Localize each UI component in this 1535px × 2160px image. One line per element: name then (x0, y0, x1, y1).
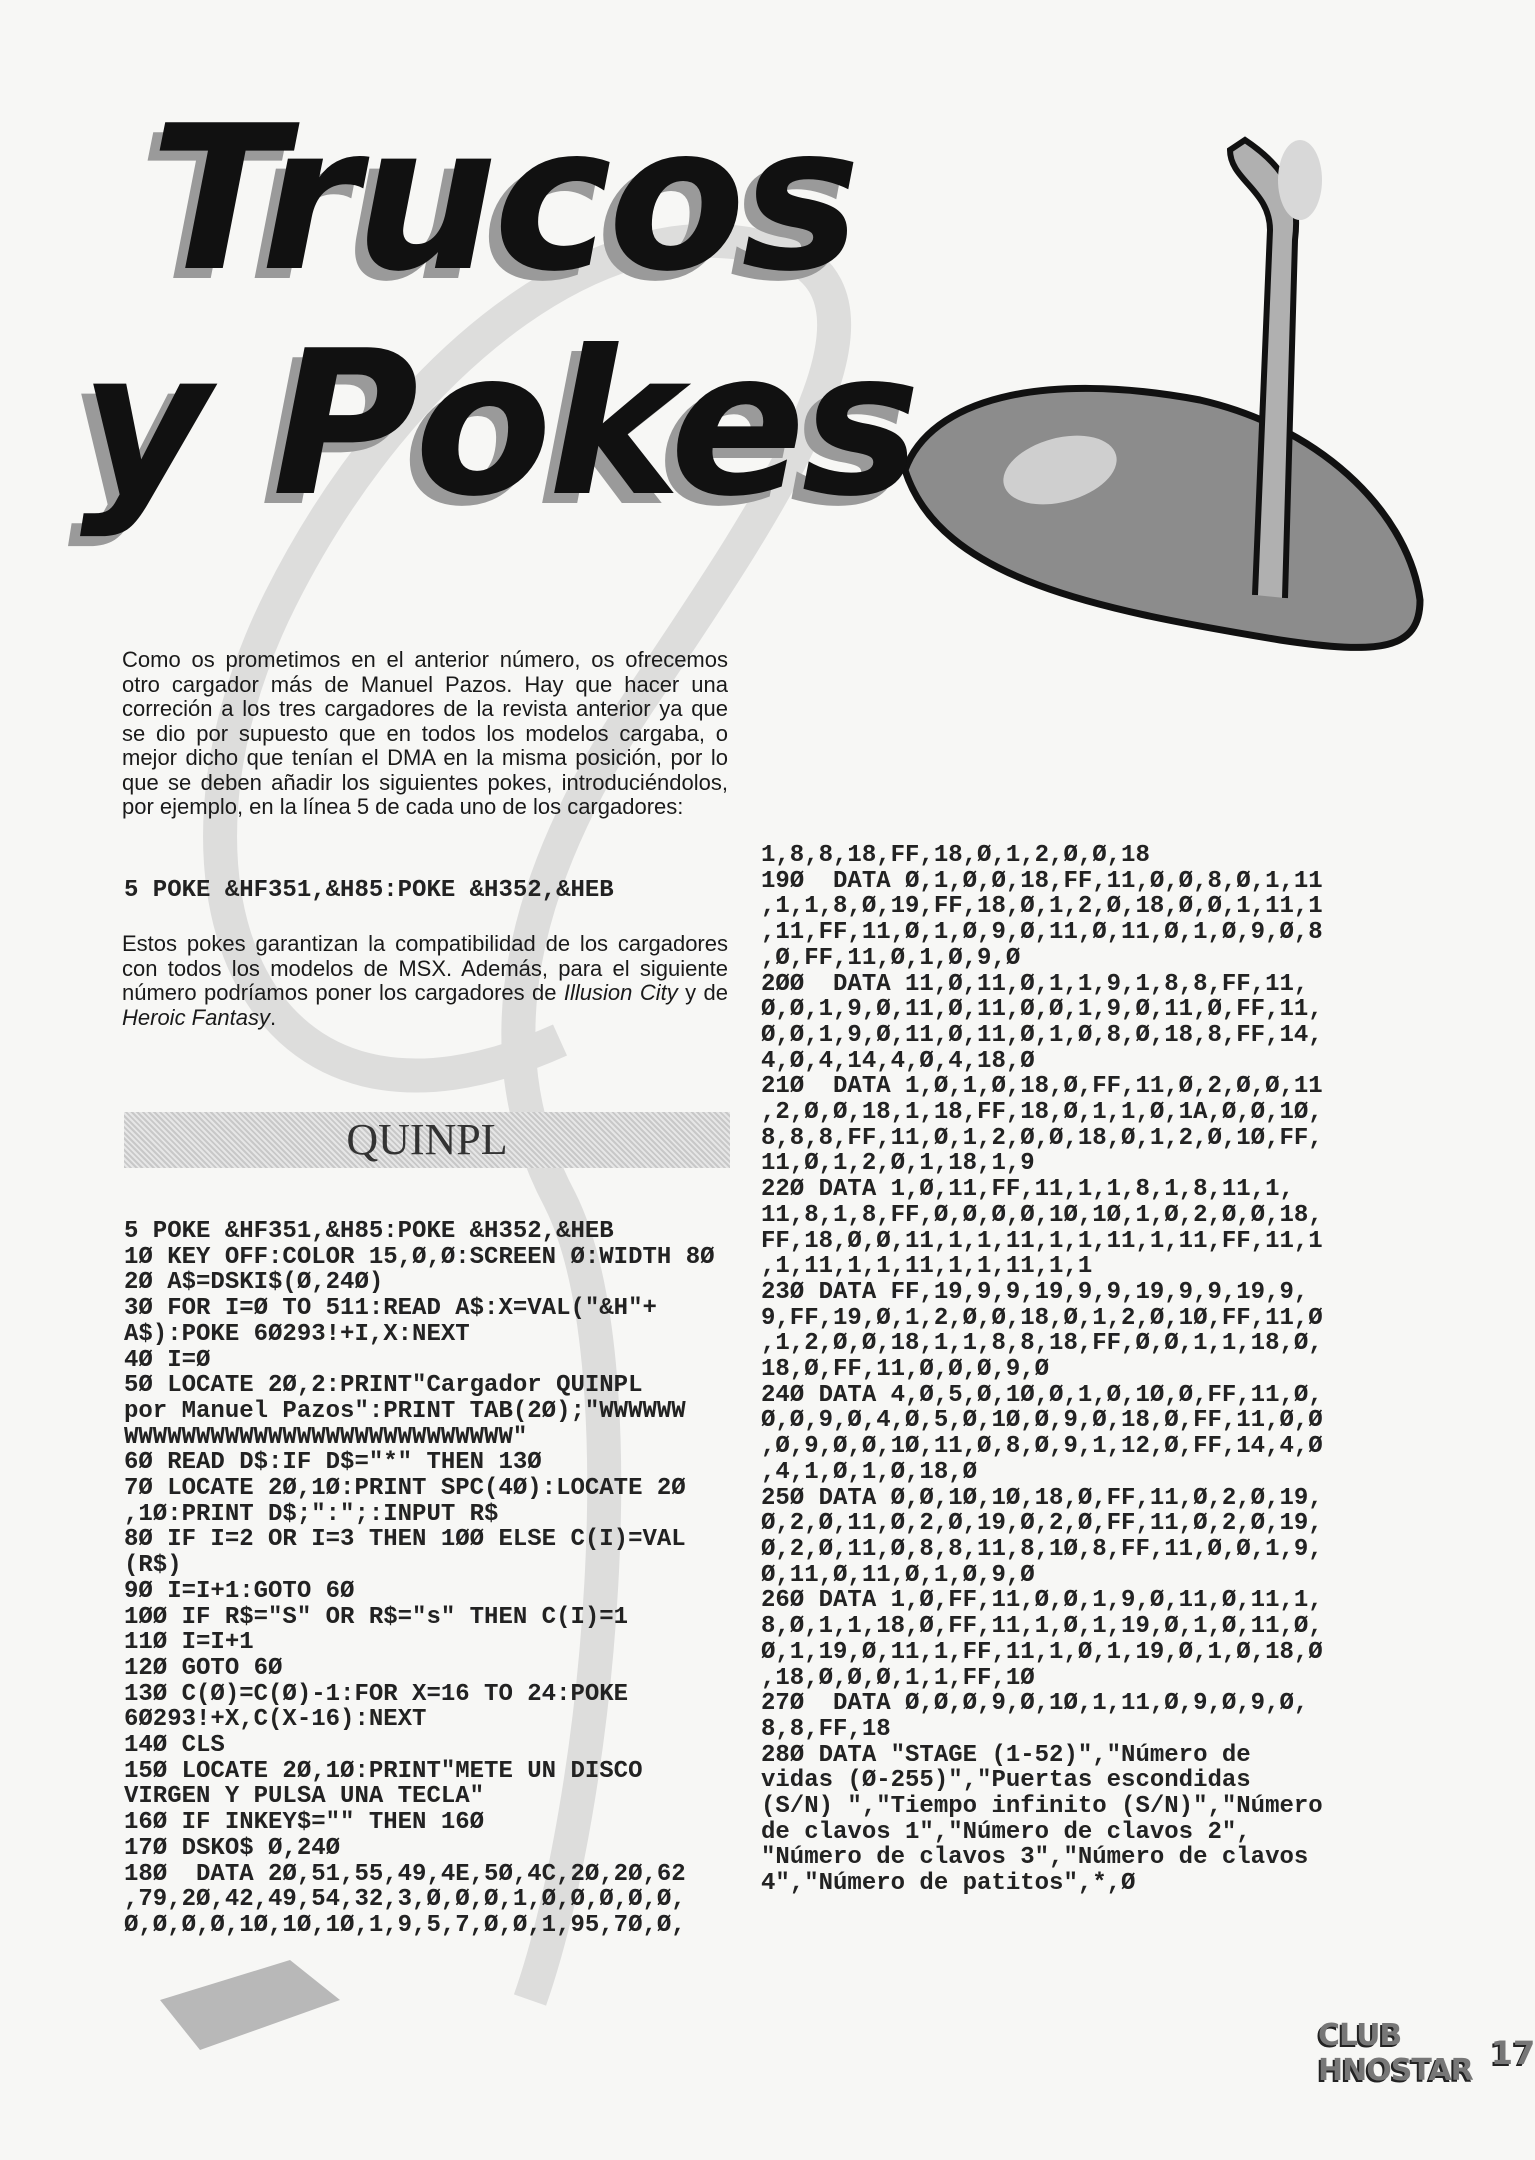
code-line: Ø,11,Ø,11,Ø,1,Ø,9,Ø (761, 1561, 1035, 1589)
code-line: 17Ø DSKO$ Ø,24Ø (124, 1834, 341, 1862)
game-title: Illusion City (563, 980, 678, 1005)
code-line: ,79,2Ø,42,49,54,32,3,Ø,Ø,Ø,1,Ø,Ø,Ø,Ø,Ø, (124, 1886, 686, 1914)
code-line: 27Ø DATA Ø,Ø,Ø,9,Ø,1Ø,1,11,Ø,9,Ø,9,Ø, (761, 1690, 1309, 1718)
magazine-logo: CLUB HNOSTAR (1318, 2018, 1473, 2088)
code-line: 25Ø DATA Ø,Ø,1Ø,1Ø,18,Ø,FF,11,Ø,2,Ø,19, (761, 1484, 1323, 1512)
section-heading: QUINPL (346, 1115, 508, 1164)
code-line: ,1,1,8,Ø,19,FF,18,Ø,1,2,Ø,18,Ø,Ø,1,11,1 (761, 893, 1323, 921)
paragraph-text: y de (677, 980, 728, 1005)
code-line: WWWWWWWWWWWWWWWWWWWWWWWWWWW" (124, 1423, 528, 1451)
title-line-2: y Pokes (80, 308, 917, 541)
code-line: 1,8,8,18,FF,18,Ø,1,2,Ø,Ø,18 (761, 842, 1150, 869)
code-line: Ø,1,19,Ø,11,1,FF,11,1,Ø,1,19,Ø,1,Ø,18,Ø (761, 1638, 1323, 1666)
code-listing-left (124, 1219, 715, 1939)
code-line: 9,FF,19,Ø,1,2,Ø,Ø,18,Ø,1,2,Ø,1Ø,FF,11,Ø (761, 1304, 1323, 1332)
code-line: 1Ø KEY OFF:COLOR 15,Ø,Ø:SCREEN Ø:WIDTH 8Ø (124, 1243, 715, 1271)
code-line: ,1,11,1,1,11,1,1,11,1,1 (761, 1253, 1093, 1281)
code-line: 6Ø READ D$:IF D$="*" THEN 13Ø (124, 1449, 542, 1477)
code-line: Ø,2,Ø,11,Ø,2,Ø,19,Ø,2,Ø,FF,11,Ø,2,Ø,19, (761, 1510, 1323, 1538)
code-line: 22Ø DATA 1,Ø,11,FF,11,1,1,8,1,8,11,1, (761, 1176, 1294, 1204)
compatibility-paragraph (122, 932, 728, 1030)
code-line: ,18,Ø,Ø,Ø,1,1,FF,1Ø (761, 1664, 1035, 1692)
code-line: 6Ø293!+X,C(X-16):NEXT (124, 1706, 427, 1734)
poke-code-line: 5 POKE &HF351,&H85:POKE &H352,&HEB (124, 877, 614, 904)
code-line: ,1Ø:PRINT D$;":";:INPUT R$ (124, 1500, 499, 1528)
code-line: (S/N) ","Tiempo infinito (S/N)","Número (761, 1793, 1323, 1821)
code-line: 1ØØ IF R$="S" OR R$="s" THEN C(I)=1 (124, 1603, 629, 1631)
game-title: Heroic Fantasy (122, 1004, 270, 1030)
code-line: ,11,FF,11,Ø,1,Ø,9,Ø,11,Ø,11,Ø,1,Ø,9,Ø,8 (761, 919, 1323, 947)
code-line: 11,8,1,8,FF,Ø,Ø,Ø,Ø,1Ø,1Ø,1,Ø,2,Ø,Ø,18, (761, 1201, 1323, 1229)
code-line: Ø,2,Ø,11,Ø,8,8,11,8,1Ø,8,FF,11,Ø,Ø,1,9, (761, 1535, 1323, 1563)
code-line: por Manuel Pazos":PRINT TAB(2Ø);"WWWWWW (124, 1397, 686, 1425)
code-listing-right (761, 843, 1323, 1897)
code-line: 16Ø IF INKEY$="" THEN 16Ø (124, 1809, 485, 1837)
code-line: 5 POKE &HF351,&H85:POKE &H352,&HEB (124, 1218, 614, 1245)
code-line: ,2,Ø,Ø,18,1,18,FF,18,Ø,1,1,Ø,1A,Ø,Ø,1Ø, (761, 1099, 1323, 1127)
code-line: 8,8,FF,18 (761, 1715, 891, 1743)
code-line: 28Ø DATA "STAGE (1-52)","Número de (761, 1741, 1251, 1769)
code-line: 2ØØ DATA 11,Ø,11,Ø,1,1,9,1,8,8,FF,11, (761, 970, 1309, 998)
code-line: ,Ø,9,Ø,Ø,1Ø,11,Ø,8,Ø,9,1,12,Ø,FF,14,4,Ø (761, 1433, 1323, 1461)
code-line: Ø,Ø,1,9,Ø,11,Ø,11,Ø,1,Ø,8,Ø,18,8,FF,14, (761, 1021, 1323, 1049)
code-line: Ø,Ø,9,Ø,4,Ø,5,Ø,1Ø,Ø,9,Ø,18,Ø,FF,11,Ø,Ø (761, 1407, 1323, 1435)
code-line: 21Ø DATA 1,Ø,1,Ø,18,Ø,FF,11,Ø,2,Ø,Ø,11 (761, 1073, 1323, 1101)
code-line: 8,8,8,FF,11,Ø,1,2,Ø,Ø,18,Ø,1,2,Ø,1Ø,FF, (761, 1124, 1323, 1152)
code-line: 14Ø CLS (124, 1732, 225, 1760)
code-line: 23Ø DATA FF,19,9,9,19,9,9,19,9,9,19,9, (761, 1278, 1309, 1306)
code-line: Ø,Ø,1,9,Ø,11,Ø,11,Ø,Ø,1,9,Ø,11,Ø,FF,11, (761, 996, 1323, 1024)
code-line: 18Ø DATA 2Ø,51,55,49,4E,5Ø,4C,2Ø,2Ø,62 (124, 1860, 686, 1888)
code-line: 12Ø GOTO 6Ø (124, 1654, 283, 1682)
code-line: VIRGEN Y PULSA UNA TECLA" (124, 1783, 485, 1811)
code-line: 4Ø I=Ø (124, 1346, 211, 1374)
code-line: ,Ø,FF,11,Ø,1,Ø,9,Ø (761, 944, 1021, 972)
code-line: 8Ø IF I=2 OR I=3 THEN 1ØØ ELSE C(I)=VAL (124, 1526, 686, 1554)
paragraph-text: Estos pokes garantizan la compatibilidad de los cargadores con todos los modelos de MSX. Además, para el siguiente número podríamos poner los cargadores de (122, 931, 728, 1005)
section-banner (124, 1112, 730, 1168)
code-line: 8,Ø,1,1,18,Ø,FF,11,1,Ø,1,19,Ø,1,Ø,11,Ø, (761, 1613, 1323, 1641)
code-line: ,4,1,Ø,1,Ø,18,Ø (761, 1458, 978, 1486)
page-footer (1318, 2018, 1535, 2088)
code-line: de clavos 1","Número de clavos 2", (761, 1818, 1251, 1846)
code-line: A$):POKE 6Ø293!+I,X:NEXT (124, 1320, 470, 1348)
code-line: 5Ø LOCATE 2Ø,2:PRINT"Cargador QUINPL (124, 1372, 643, 1400)
code-line: 4","Número de patitos",*,Ø (761, 1870, 1136, 1898)
code-line: 11,Ø,1,2,Ø,1,18,1,9 (761, 1150, 1035, 1178)
code-line: vidas (Ø-255)","Puertas escondidas (761, 1767, 1251, 1795)
code-line: 11Ø I=I+1 (124, 1629, 254, 1657)
code-line: 26Ø DATA 1,Ø,FF,11,Ø,Ø,1,9,Ø,11,Ø,11,1, (761, 1587, 1323, 1615)
code-line: 2Ø A$=DSKI$(Ø,24Ø) (124, 1269, 384, 1297)
code-line: 13Ø C(Ø)=C(Ø)-1:FOR X=16 TO 24:POKE (124, 1680, 629, 1708)
code-line: "Número de clavos 3","Número de clavos (761, 1844, 1309, 1872)
code-line: (R$) (124, 1552, 182, 1580)
code-line: 24Ø DATA 4,Ø,5,Ø,1Ø,Ø,1,Ø,1Ø,Ø,FF,11,Ø, (761, 1381, 1323, 1409)
title-line-1: Trucos (150, 83, 857, 316)
code-line: 7Ø LOCATE 2Ø,1Ø:PRINT SPC(4Ø):LOCATE 2Ø (124, 1475, 686, 1503)
code-line: 4,Ø,4,14,4,Ø,4,18,Ø (761, 1047, 1035, 1075)
intro-paragraph: Como os prometimos en el anterior número, os ofrecemos otro cargador más de Manuel Pazos. Hay que hacer una correción a los tres cargadores de la revista anterior ya que se dio por supuesto que en todos los modelos cargaba, o mejor dicho que tenían el DMA en la misma posición, por lo que se deben añadir los siguientes pokes, introduciéndolos, por ejemplo, en la línea 5 de cada uno de los cargadores: (122, 647, 728, 819)
code-line: 3Ø FOR I=Ø TO 511:READ A$:X=VAL("&H"+ (124, 1295, 657, 1323)
code-line: ,1,2,Ø,Ø,18,1,1,8,8,18,FF,Ø,Ø,1,1,18,Ø, (761, 1330, 1323, 1358)
code-line: 19Ø DATA Ø,1,Ø,Ø,18,FF,11,Ø,Ø,8,Ø,1,11 (761, 867, 1323, 895)
code-line: FF,18,Ø,Ø,11,1,1,11,1,1,11,1,11,FF,11,1 (761, 1227, 1323, 1255)
code-line: Ø,Ø,Ø,Ø,1Ø,1Ø,1Ø,1,9,5,7,Ø,Ø,1,95,7Ø,Ø, (124, 1911, 686, 1939)
code-line: 15Ø LOCATE 2Ø,1Ø:PRINT"METE UN DISCO (124, 1757, 643, 1785)
page-number: 17 (1490, 2034, 1535, 2072)
paragraph-text: . (269, 1004, 277, 1030)
code-line: 9Ø I=I+1:GOTO 6Ø (124, 1577, 355, 1605)
code-line: 18,Ø,FF,11,Ø,Ø,Ø,9,Ø (761, 1356, 1050, 1384)
